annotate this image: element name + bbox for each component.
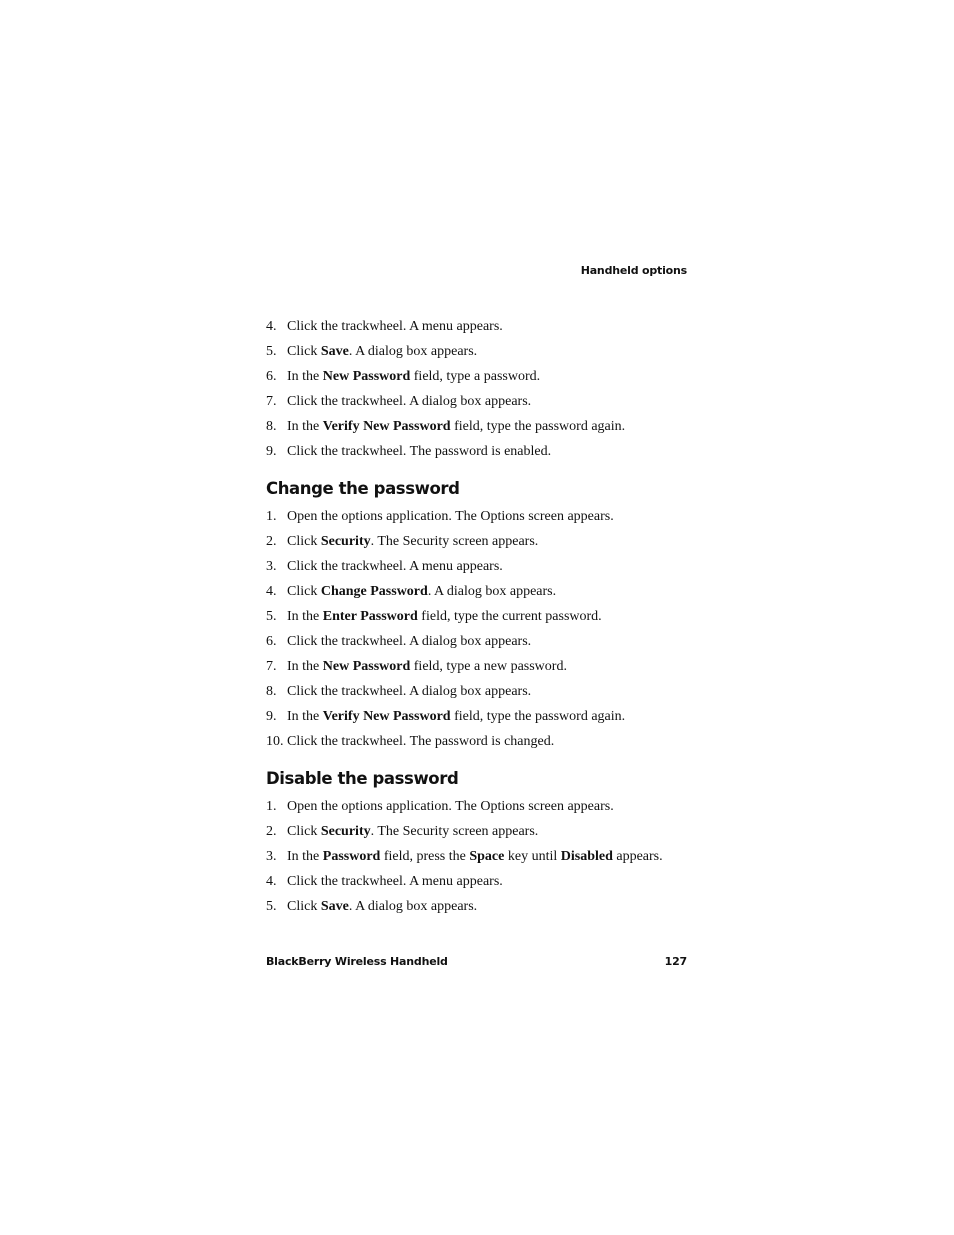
step-text: Click the trackwheel. A menu appears. bbox=[287, 559, 503, 574]
step-text: Click the trackwheel. The password is enabled. bbox=[287, 444, 552, 459]
step-text: key until bbox=[504, 849, 561, 864]
step-text: Click the trackwheel. A dialog box appears. bbox=[287, 684, 532, 699]
step-number: 1. bbox=[266, 799, 277, 814]
step-number: 4. bbox=[266, 319, 277, 334]
step-text: field, type the password again. bbox=[450, 709, 626, 724]
step-text: Click bbox=[287, 344, 321, 359]
list-item bbox=[266, 658, 666, 675]
list-item bbox=[266, 393, 666, 410]
step-text: Click the trackwheel. A menu appears. bbox=[287, 319, 503, 334]
page-number: 127 bbox=[664, 955, 687, 968]
ui-term: Verify New Password bbox=[322, 709, 451, 724]
list-item bbox=[266, 848, 666, 865]
ui-term: New Password bbox=[322, 659, 411, 674]
ui-term: Space bbox=[469, 849, 505, 864]
ui-term: Enter Password bbox=[322, 609, 418, 624]
step-number: 3. bbox=[266, 559, 277, 574]
step-number: 5. bbox=[266, 609, 277, 624]
footer-product: BlackBerry Wireless Handheld bbox=[266, 955, 448, 968]
step-text: Click the trackwheel. A dialog box appears. bbox=[287, 394, 532, 409]
list-item bbox=[266, 318, 666, 335]
ui-term: Disabled bbox=[560, 849, 613, 864]
step-text: . A dialog box appears. bbox=[348, 344, 478, 359]
step-text: In the bbox=[287, 419, 323, 434]
step-number: 9. bbox=[266, 709, 277, 724]
step-number: 4. bbox=[266, 874, 277, 889]
step-text: In the bbox=[287, 609, 323, 624]
list-item bbox=[266, 898, 666, 915]
list-item bbox=[266, 583, 666, 600]
list-item bbox=[266, 368, 666, 385]
step-text: Open the options application. The Options screen appears. bbox=[287, 509, 614, 524]
list-item bbox=[266, 608, 666, 625]
step-number: 5. bbox=[266, 344, 277, 359]
step-number: 9. bbox=[266, 444, 277, 459]
list-item bbox=[266, 823, 666, 840]
step-number: 2. bbox=[266, 824, 277, 839]
list-item bbox=[266, 708, 666, 725]
step-text: In the bbox=[287, 369, 323, 384]
step-number: 5. bbox=[266, 899, 277, 914]
step-number: 6. bbox=[266, 634, 277, 649]
step-text: . The Security screen appears. bbox=[370, 534, 539, 549]
step-number: 6. bbox=[266, 369, 277, 384]
step-text: field, press the bbox=[380, 849, 470, 864]
step-text: Click bbox=[287, 584, 321, 599]
step-text: . The Security screen appears. bbox=[370, 824, 539, 839]
list-item bbox=[266, 733, 666, 750]
list-item bbox=[266, 683, 666, 700]
ui-term: Verify New Password bbox=[322, 419, 451, 434]
heading-disable-password: Disable the password bbox=[266, 769, 459, 788]
step-text: field, type the current password. bbox=[417, 609, 602, 624]
heading-change-password: Change the password bbox=[266, 479, 460, 498]
step-number: 7. bbox=[266, 659, 277, 674]
running-header: Handheld options bbox=[580, 264, 687, 277]
step-text: . A dialog box appears. bbox=[348, 899, 478, 914]
step-text: In the bbox=[287, 659, 323, 674]
list-item bbox=[266, 633, 666, 650]
step-number: 8. bbox=[266, 684, 277, 699]
step-text: Click bbox=[287, 534, 321, 549]
step-number: 3. bbox=[266, 849, 277, 864]
step-text: Click the trackwheel. The password is changed. bbox=[287, 734, 555, 749]
step-text: field, type a password. bbox=[410, 369, 541, 384]
ui-term: Password bbox=[322, 849, 381, 864]
list-item bbox=[266, 798, 666, 815]
step-number: 7. bbox=[266, 394, 277, 409]
ui-term: Security bbox=[320, 824, 371, 839]
step-text: Click the trackwheel. A menu appears. bbox=[287, 874, 503, 889]
step-number: 4. bbox=[266, 584, 277, 599]
step-text: Open the options application. The Options screen appears. bbox=[287, 799, 614, 814]
step-number: 10. bbox=[266, 734, 284, 749]
step-text: field, type a new password. bbox=[410, 659, 567, 674]
list-item bbox=[266, 873, 666, 890]
list-item bbox=[266, 418, 666, 435]
step-text: Click bbox=[287, 824, 321, 839]
ui-term: Security bbox=[320, 534, 371, 549]
steps-list-enable bbox=[266, 318, 666, 468]
step-text: . A dialog box appears. bbox=[427, 584, 557, 599]
ui-term: Save bbox=[320, 899, 349, 914]
steps-list-disable bbox=[266, 798, 666, 923]
ui-term: Save bbox=[320, 344, 349, 359]
steps-list-change bbox=[266, 508, 666, 758]
step-text: Click the trackwheel. A dialog box appears. bbox=[287, 634, 532, 649]
list-item bbox=[266, 533, 666, 550]
step-text: In the bbox=[287, 849, 323, 864]
ui-term: New Password bbox=[322, 369, 411, 384]
step-text: field, type the password again. bbox=[450, 419, 626, 434]
list-item bbox=[266, 558, 666, 575]
list-item bbox=[266, 443, 666, 460]
step-number: 2. bbox=[266, 534, 277, 549]
step-text: appears. bbox=[612, 849, 663, 864]
step-text: Click bbox=[287, 899, 321, 914]
step-number: 8. bbox=[266, 419, 277, 434]
step-text: In the bbox=[287, 709, 323, 724]
list-item bbox=[266, 508, 666, 525]
step-number: 1. bbox=[266, 509, 277, 524]
list-item bbox=[266, 343, 666, 360]
ui-term: Change Password bbox=[320, 584, 428, 599]
